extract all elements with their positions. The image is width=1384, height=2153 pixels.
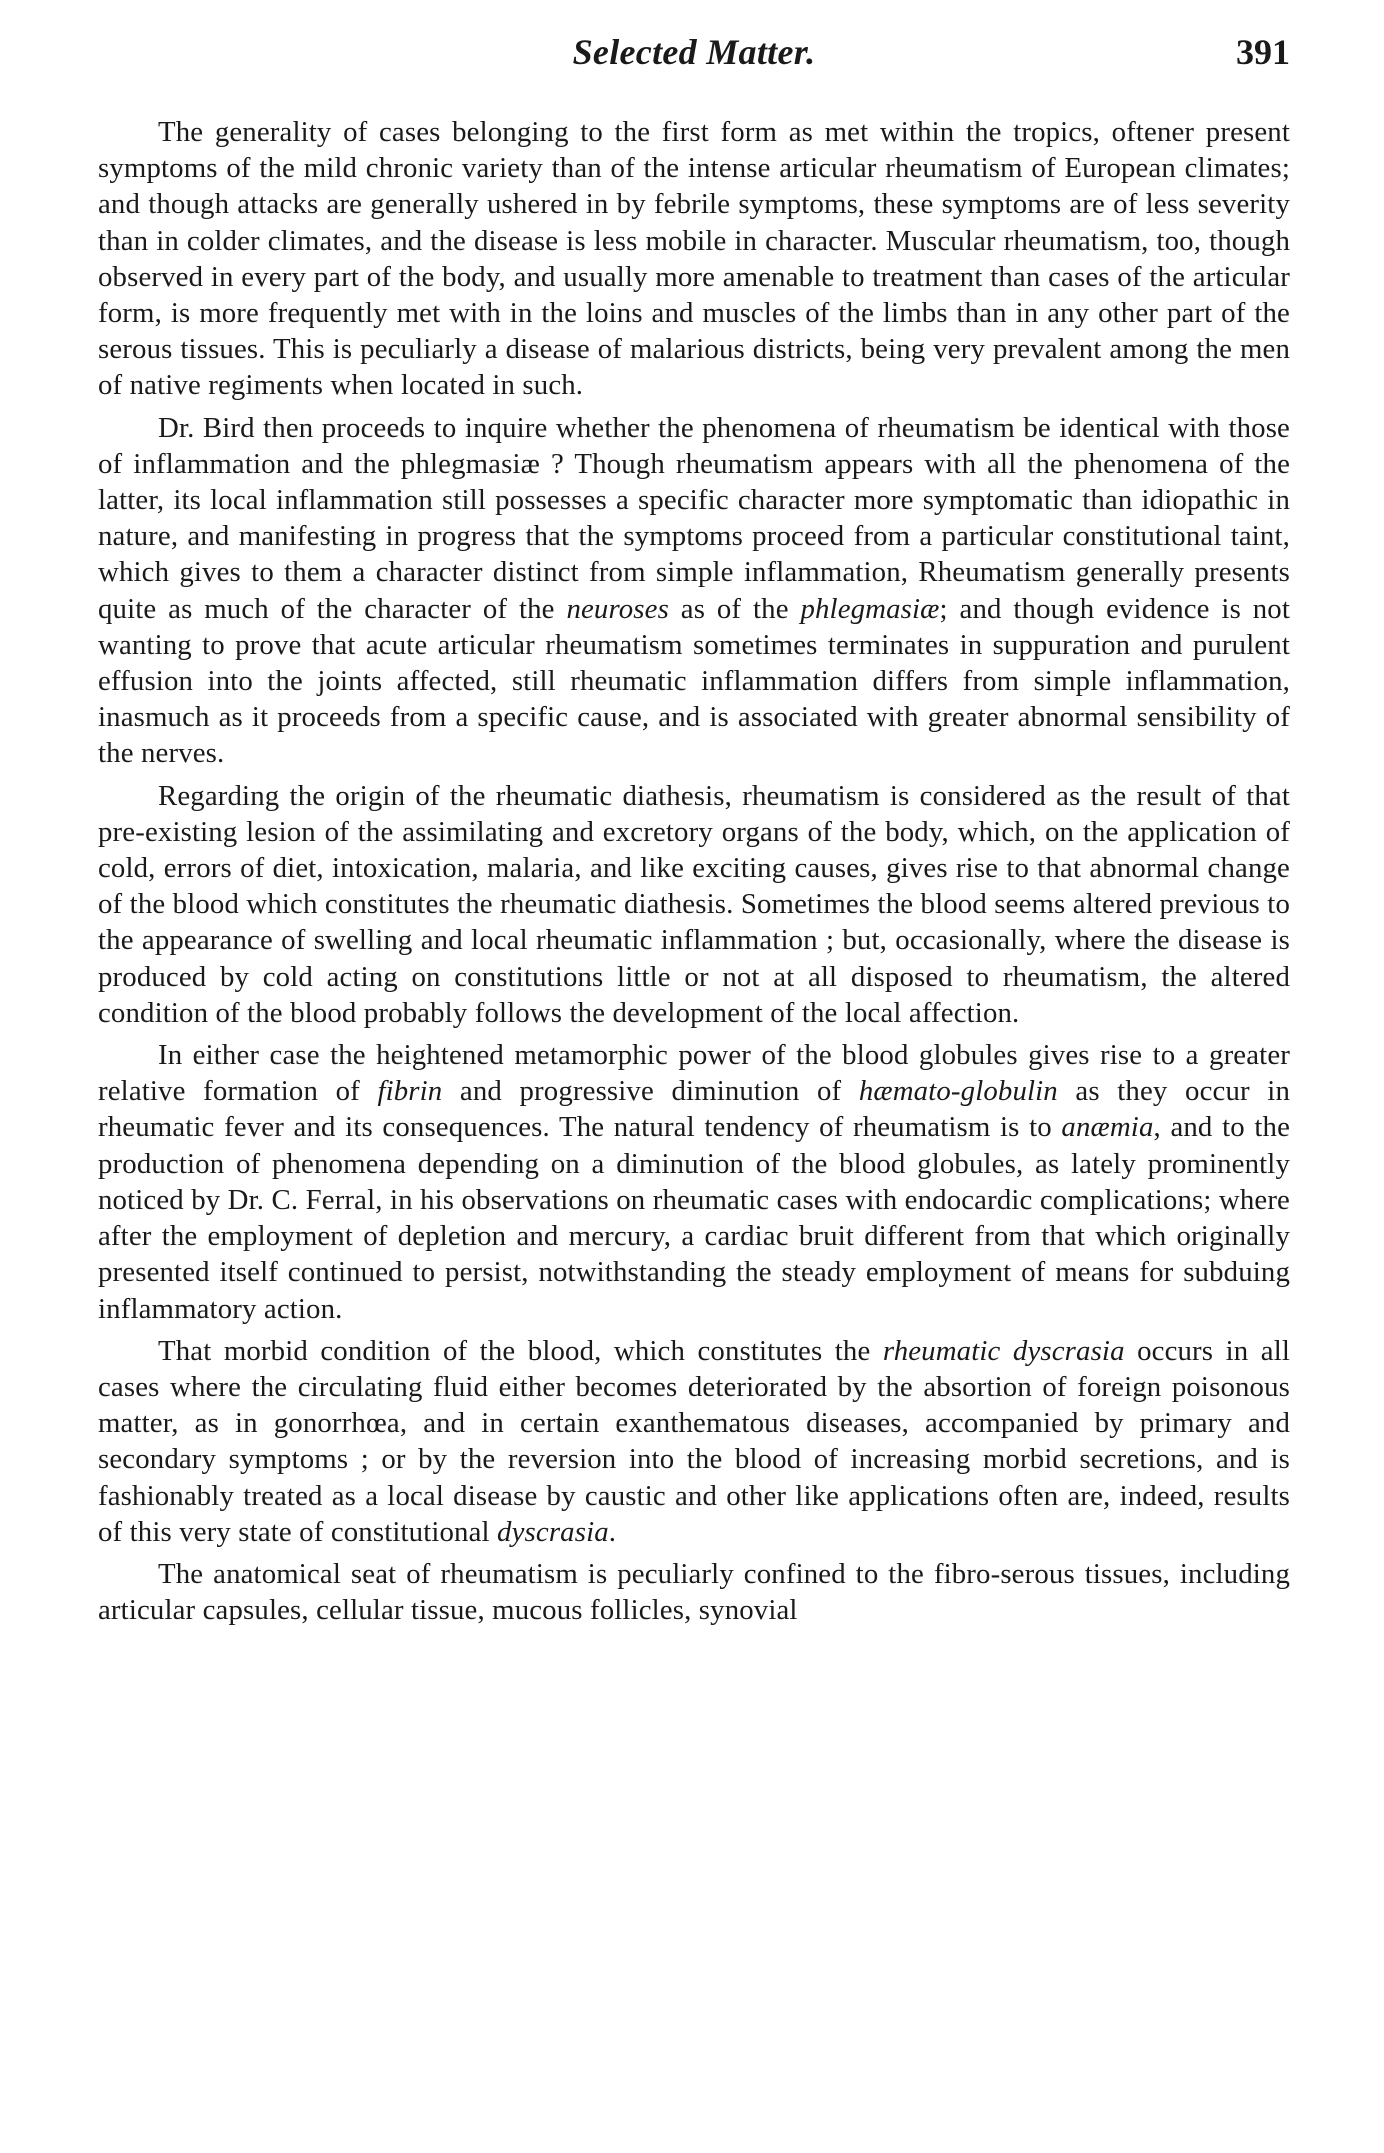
text-run: Dr. Bird then proceeds to inquire whether the phenomena of rheumatism be identical with those of inflammation and the phlegmasiæ ? Though rheumatism appears with all the phenomena of the latter, its local inflammation still possesses a specific character more symptomatic than idiopathic in nature, and manifesting in progress that the symptoms proceed from a particular constitutional taint, which gives to them a character distinct from simple inflammation, Rheumatism generally presents quite as much of the character of the: [98, 411, 1290, 625]
text-run: ; and though evidence is not wanting to prove that acute articular rheumatism sometimes terminates in suppuration and purulent effusion into the joints affected, still rheumatic inflammation differs from simple inflammation, inasmuch as it proceeds from a specific cause, and is associated with greater abnormal sensibility of the nerves.: [98, 592, 1290, 770]
text-run: as they occur in rheumatic fever and its consequences. The natural tendency of rheumatism is to: [98, 1075, 1291, 1144]
text-run: Regarding the origin of the rheumatic diathesis, rheumatism is considered as the result of that pre-existing lesion of the assimilating and excretory organs of the body, which, on the application of cold, errors of diet, intoxication, malaria, and like exciting causes, gives rise to that abnormal change of the blood which constitutes the rheumatic diathesis. Sometimes the blood seems altered previous to the appearance of swelling and local rheumatic inflammation ; but, occasionally, where the disease is produced by cold acting on constitutions little or not at all disposed to rheumatism, the altered condition of the blood probably follows the development of the local affection.: [98, 779, 1290, 1029]
paragraph: [98, 114, 1290, 404]
italic-text: dyscrasia: [497, 1515, 609, 1548]
running-title: Selected Matter.: [572, 32, 816, 72]
article-body: [98, 114, 1290, 1628]
paragraph: [98, 1333, 1290, 1550]
text-run: That morbid condition of the blood, which constitutes the: [158, 1334, 883, 1367]
italic-text: hæmato-globulin: [858, 1075, 1058, 1108]
text-run: as of the: [668, 592, 801, 625]
paragraph: [98, 410, 1290, 772]
italic-text: rheumatic dyscrasia: [882, 1334, 1125, 1367]
paragraph: [98, 1037, 1290, 1327]
italic-text: fibrin: [377, 1075, 443, 1108]
text-run: In either case the heightened metamorphic power of the blood globules gives rise to a greater relative formation of: [98, 1039, 1290, 1108]
text-run: .: [608, 1515, 617, 1548]
italic-text: neuroses: [566, 592, 669, 625]
paragraph: [98, 1556, 1290, 1628]
text-run: The anatomical seat of rheumatism is peculiarly confined to the fibro-serous tissues, including articular capsules, cellular tissue, mucous follicles, synovial: [98, 1557, 1290, 1627]
text-run: , and to the production of phenomena depending on a diminution of the blood globules, as lately prominently noticed by Dr. C. Ferral, in his observations on rheumatic cases with endocardic complications; where after the employment of depletion and mercury, a cardiac bruit different from that which originally presented itself continued to persist, notwithstanding the steady employment of means for subduing inflammatory action.: [98, 1111, 1290, 1325]
running-head: [98, 26, 1290, 84]
page-number: 391: [1236, 32, 1290, 72]
paragraph: [98, 778, 1290, 1031]
text-run: and progressive diminution of: [442, 1075, 859, 1108]
italic-text: phlegmasiæ: [800, 592, 940, 625]
text-run: The generality of cases belonging to the first form as met within the tropics, oftener present symptoms of the mild chronic variety than of the intense articular rheumatism of European climates; and though attacks are generally ushered in by febrile symptoms, these symptoms are of less severity than in colder climates, and the disease is less mobile in character. Muscular rheumatism, too, though observed in every part of the body, and usually more amenable to treatment than cases of the articular form, is more frequently met with in the loins and muscles of the limbs than in any other part of the serous tissues. This is peculiarly a disease of malarious districts, being very prevalent among the men of native regiments when located in such.: [98, 116, 1290, 402]
italic-text: anæmia: [1061, 1111, 1154, 1144]
text-run: occurs in all cases where the circulating fluid either becomes deteriorated by the absortion of foreign poisonous matter, as in gonorrhœa, and in certain exanthematous diseases, accompanied by primary and secondary symptoms ; or by the reversion into the blood of increasing morbid secretions, and is fashionably treated as a local disease by caustic and other like applications often are, indeed, results of this very state of constitutional: [98, 1334, 1290, 1548]
